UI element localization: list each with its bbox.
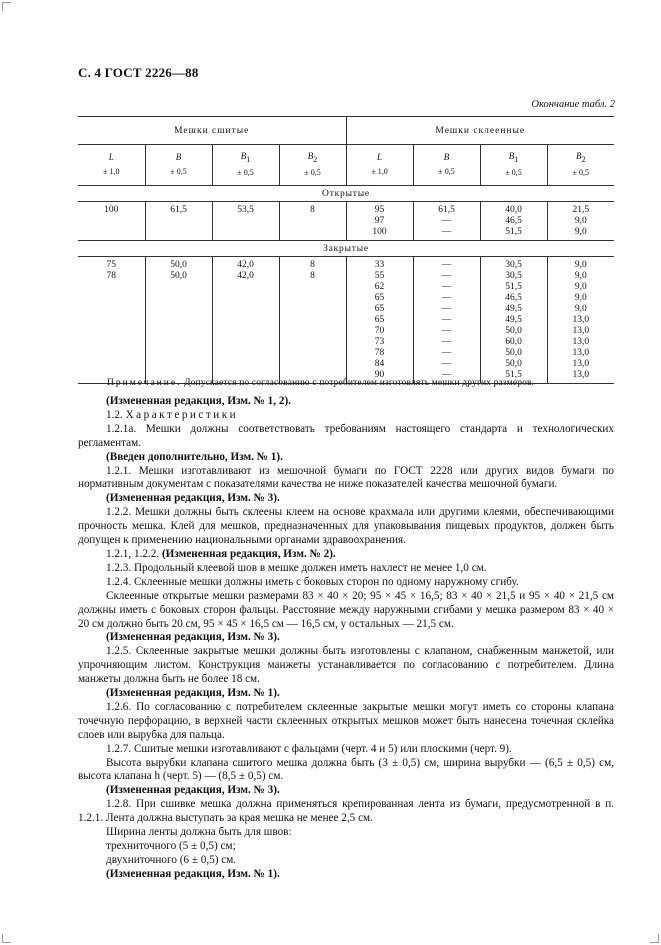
- cell-value: 90: [374, 370, 385, 380]
- paragraph-text: Высота вырубки клапана сшитого мешка должна быть (3 ± 0,5) см, ширина вырубки — (6,5 ± 0,5) см, высота клапана h (черт. 5) — (8,5 ± 0,5) см.: [78, 756, 614, 783]
- paragraph: [78, 395, 614, 409]
- cell-value: 13,0: [572, 315, 590, 325]
- cell-value: 62: [374, 282, 385, 292]
- group-header-sewn: Мешки сшитые: [78, 117, 346, 145]
- paragraph-text: 1.2.7. Сшитые мешки изготавливают с фальцами (черт. 4 и 5) или плоскими (черт. 9).: [106, 742, 512, 755]
- table-cell: [413, 257, 480, 384]
- paragraph: [78, 854, 614, 868]
- column-tolerance: ± 0,5: [170, 167, 187, 176]
- cell-value: —: [441, 326, 452, 336]
- cell-value: 9,0: [574, 216, 587, 226]
- paragraph-text: (Введен дополнительно, Изм. № 1).: [106, 450, 283, 463]
- cell-value: 78: [106, 271, 116, 281]
- paragraph-text: 1.2.1. Мешки изготавливают из мешочной бумаги по ГОСТ 2228 или других видов бумаги по нормативным документам с показателями качества не ниже показателей качества мешочной бумаги.: [78, 464, 614, 491]
- cell-value: 65: [374, 293, 385, 303]
- column-header: [145, 145, 212, 186]
- column-header-row: [78, 145, 614, 186]
- cell-value: 42,0: [237, 260, 254, 270]
- cell-value: 97: [374, 216, 385, 226]
- paragraph-text: (Измененная редакция, Изм. № 1).: [106, 687, 280, 700]
- table-cell: [346, 202, 413, 241]
- cell-value: 50,0: [505, 326, 522, 336]
- column-tolerance: ± 1,0: [371, 167, 388, 176]
- paragraph-text: 1.2.: [106, 408, 126, 421]
- paragraph-text: 1.2.8. При сшивке мешка должна применяться крепированная лента из бумаги, предусмотренной в п. 1.2.1. Лента должна выступать за края мешка не менее 2,5 см.: [78, 798, 614, 825]
- column-name: B: [240, 151, 247, 162]
- paragraph-text: двухниточного (6 ± 0,5) см.: [106, 853, 237, 866]
- page-header: С. 4 ГОСТ 2226—88: [78, 65, 199, 80]
- cell-value: 50,0: [505, 348, 522, 358]
- paragraph: [78, 757, 614, 785]
- column-header: [279, 145, 346, 186]
- section-open: Открытые: [78, 186, 614, 202]
- cell-value: 33: [374, 260, 385, 270]
- cell-value: 9,0: [574, 304, 587, 314]
- paragraph: [78, 840, 614, 854]
- column-name: B: [508, 151, 515, 162]
- table-cell: [547, 257, 614, 384]
- cell-value: 100: [372, 227, 387, 237]
- cell-value: 53,5: [237, 205, 254, 215]
- table-cell: [212, 257, 279, 384]
- column-name: B: [175, 152, 182, 162]
- column-header: [480, 145, 547, 186]
- paragraph: [78, 423, 614, 451]
- cell-value: 8: [310, 271, 315, 281]
- column-tolerance: ± 0,5: [438, 167, 455, 176]
- table-cell: [413, 202, 480, 241]
- cell-value: 21,5: [572, 205, 590, 215]
- cell-value: 49,5: [505, 304, 522, 314]
- column-tolerance: ± 0,5: [237, 167, 254, 177]
- note-text: Допускается по согласованию с потребителем изготовлять мешки других размеров.: [181, 378, 535, 388]
- cell-value: 65: [374, 315, 385, 325]
- paragraph-text: (Измененная редакция, Изм. № 1, 2).: [106, 395, 291, 407]
- paragraph: [78, 701, 614, 743]
- paragraph: [78, 576, 614, 590]
- table-cell: [279, 257, 346, 384]
- cell-value: 61,5: [438, 205, 455, 215]
- column-subscript: 2: [313, 154, 318, 164]
- cell-value: —: [441, 216, 452, 226]
- table-cell: [346, 257, 413, 384]
- column-name: L: [376, 152, 382, 162]
- cell-value: 13,0: [572, 326, 590, 336]
- cell-value: 51,5: [505, 282, 522, 292]
- cell-value: 9,0: [574, 282, 587, 292]
- column-header: [78, 145, 145, 186]
- cell-value: —: [441, 315, 452, 325]
- column-name: B: [443, 152, 450, 162]
- cell-value: 49,5: [505, 315, 522, 325]
- cell-value: 40,0: [505, 205, 522, 215]
- paragraph: [78, 743, 614, 757]
- body-text: [78, 395, 614, 882]
- cell-value: —: [441, 370, 452, 380]
- cell-value: 9,0: [574, 260, 587, 270]
- cell-value: —: [441, 293, 452, 303]
- cell-value: 9,0: [574, 271, 587, 281]
- paragraph: [78, 548, 614, 562]
- column-subscript: 2: [581, 154, 586, 164]
- table-cell: [547, 202, 614, 241]
- cell-value: 8: [310, 205, 315, 215]
- cell-value: 13,0: [572, 359, 590, 369]
- table-row-closed: [78, 257, 614, 384]
- cell-value: 75: [106, 260, 116, 270]
- cell-value: 70: [374, 326, 385, 336]
- cell-value: 46,5: [505, 293, 522, 303]
- paragraph: [78, 506, 614, 548]
- column-subscript: 1: [246, 154, 251, 164]
- cell-value: —: [441, 282, 452, 292]
- paragraph-text: 1.2.2. Мешки должны быть склеены клеем на основе крахмала или другими клеями, обеспечивающими прочность мешка. Клей для мешков, предназначенных для упаковывания пищевых продуктов, должен быть допущен к применению национальными органами здравоохранения.: [78, 506, 614, 547]
- column-header: [413, 145, 480, 186]
- crop-mark-bottom-right: [650, 934, 659, 943]
- cell-value: —: [441, 359, 452, 369]
- cell-value: 51,5: [505, 227, 522, 237]
- column-tolerance: ± 0,5: [505, 167, 522, 177]
- cell-value: 13,0: [572, 337, 590, 347]
- section-heading: Характеристики: [125, 408, 239, 421]
- column-name: B: [576, 151, 582, 162]
- cell-value: 13,0: [572, 370, 590, 380]
- paragraph-text: Склеенные открытые мешки размерами 83 × 40 × 20; 95 × 45 × 16,5; 83 × 40 × 21,5 и 95 × 40 × 21,5 см должны иметь с боковых сторон фальцы. Расстояние между наружными сгибами у мешка размером 83 × 40 × 20 см должно быть 20 см, 95 × 45 × 16,5 см — 16,5 см, у остальных — 21,5 см.: [78, 589, 614, 630]
- paragraph-text: 1.2.5. Склеенные закрытые мешки должны быть изготовлены с клапаном, снабженным манжетой, или упрочняющим листом. Конструкция манжеты устанавливается по согласованию с потребителем. Длина манжеты должна быть не более 18 см.: [78, 645, 614, 686]
- paragraph-text: 1.2.3. Продольный клеевой шов в мешке должен иметь нахлест не менее 1,0 см.: [106, 561, 487, 574]
- paragraph-text: Ширина ленты должна быть для швов:: [106, 826, 292, 839]
- cell-value: —: [441, 304, 452, 314]
- cell-value: —: [441, 260, 452, 270]
- column-tolerance: ± 1,0: [103, 167, 120, 176]
- paragraph-text: 1.2.4. Склеенные мешки должны иметь с боковых сторон по одному наружному сгибу.: [106, 575, 519, 588]
- column-tolerance: ± 0,5: [304, 167, 321, 177]
- cell-value: —: [441, 227, 452, 237]
- column-tolerance: ± 0,5: [572, 167, 589, 177]
- column-name: L: [108, 152, 114, 162]
- column-subscript: 1: [514, 154, 519, 164]
- table-cell: [145, 202, 212, 241]
- table-cell: [145, 257, 212, 384]
- group-header-glued: Мешки склеенные: [346, 117, 614, 145]
- column-name: B: [307, 151, 314, 162]
- paragraph-text: 1.2.1а. Мешки должны соответствовать требованиям настоящего стандарта и технологических регламентам.: [78, 422, 614, 449]
- paragraph: [78, 451, 614, 465]
- cell-value: 55: [374, 271, 385, 281]
- cell-value: 78: [374, 348, 385, 358]
- paragraph: [78, 645, 614, 687]
- cell-value: 9,0: [574, 227, 587, 237]
- cell-value: 13,0: [572, 348, 590, 358]
- cell-value: 50,0: [505, 359, 522, 369]
- section-closed: Закрытые: [78, 241, 614, 257]
- paragraph-text: 1.2.1, 1.2.2.: [106, 547, 162, 560]
- table-cell: [480, 257, 547, 384]
- paragraph: [78, 590, 614, 632]
- cell-value: 84: [374, 359, 385, 369]
- amendment-note: (Измененная редакция, Изм. № 2).: [161, 547, 336, 560]
- cell-value: 9,0: [574, 293, 587, 303]
- cell-value: 73: [374, 337, 385, 347]
- paragraph: [78, 409, 614, 423]
- paragraph-text: (Измененная редакция, Изм. № 1).: [106, 867, 280, 880]
- table-cell: [212, 202, 279, 241]
- column-header: [346, 145, 413, 186]
- cell-value: 8: [310, 260, 315, 270]
- cell-value: 42,0: [237, 271, 254, 281]
- table-cell: [279, 202, 346, 241]
- crop-mark-top-left: [2, 2, 11, 11]
- column-header: [547, 145, 614, 186]
- cell-value: 50,0: [170, 271, 187, 281]
- paragraph-text: (Измененная редакция, Изм. № 3).: [106, 784, 280, 797]
- cell-value: 46,5: [505, 216, 522, 226]
- paragraph: [78, 798, 614, 826]
- cell-value: 61,5: [170, 205, 187, 215]
- table-cell: [480, 202, 547, 241]
- paragraph: [78, 784, 614, 798]
- cell-value: 51,5: [505, 370, 522, 380]
- cell-value: —: [441, 348, 452, 358]
- paragraph-text: трехниточного (5 ± 0,5) см;: [106, 840, 236, 852]
- crop-mark-bottom-left: [2, 934, 11, 943]
- paragraph: [78, 562, 614, 576]
- cell-value: 100: [104, 205, 119, 215]
- cell-value: 95: [374, 205, 385, 215]
- paragraph-text: 1.2.6. По согласованию с потребителем склеенные закрытые мешки могут иметь со стороны клапана точечную перфорацию, в верхней части склеенных открытых мешков может быть нанесена точечная склейка слоев или вырубка для пальца.: [78, 700, 614, 741]
- table-cell: [78, 202, 145, 241]
- paragraph-text: (Измененная редакция, Изм. № 3).: [106, 492, 280, 505]
- paragraph-text: (Измененная редакция, Изм. № 3).: [106, 631, 280, 644]
- dimensions-table: [78, 116, 614, 384]
- paragraph: [78, 687, 614, 701]
- table-note: [107, 378, 534, 388]
- table-caption: Окончание табл. 2: [531, 99, 615, 110]
- cell-value: —: [441, 271, 452, 281]
- paragraph: [78, 868, 614, 882]
- cell-value: 50,0: [170, 260, 187, 270]
- note-label: Примечание.: [107, 378, 182, 388]
- paragraph: [78, 465, 614, 493]
- table-cell: [78, 257, 145, 384]
- cell-value: 30,5: [505, 271, 522, 281]
- cell-value: 60,0: [505, 337, 522, 347]
- paragraph: [78, 826, 614, 840]
- paragraph: [78, 492, 614, 506]
- cell-value: 65: [374, 304, 385, 314]
- column-header: [212, 145, 279, 186]
- table-row-open: [78, 202, 614, 241]
- paragraph: [78, 631, 614, 645]
- cell-value: 30,5: [505, 260, 522, 270]
- cell-value: —: [441, 337, 452, 347]
